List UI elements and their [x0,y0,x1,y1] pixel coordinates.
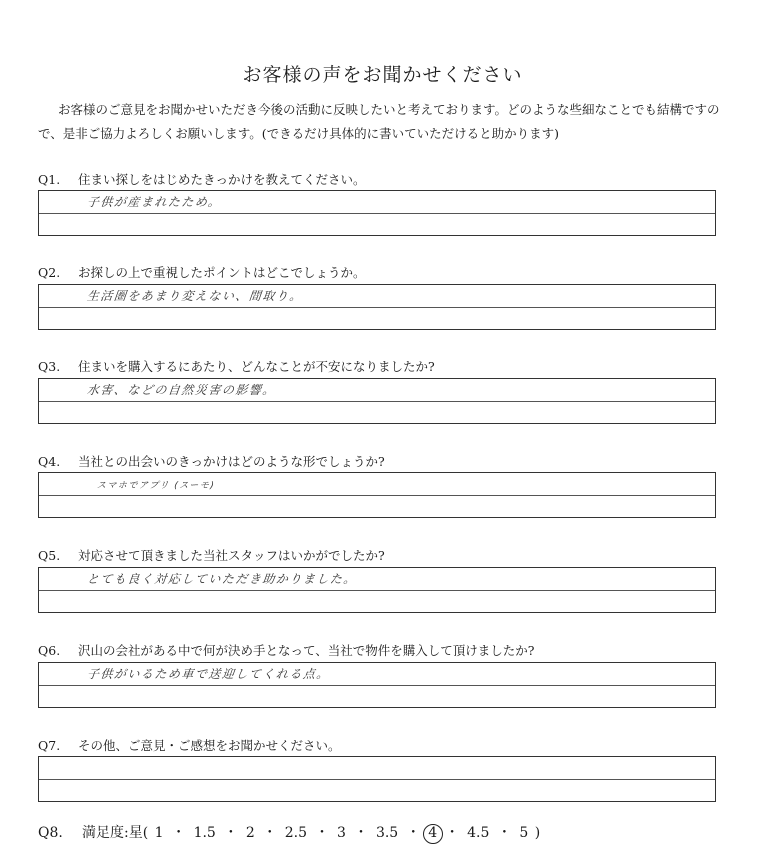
question-text: 住まい探しをはじめたきっかけを教えてください。 [78,172,366,187]
rating-option-3-5[interactable]: 3.5 [375,825,399,841]
rating-close: ) [534,825,541,841]
answer-handwritten: 生活圏をあまり変えない、間取り。 [86,289,304,303]
page-title: お客様の声をお聞かせください [242,64,523,86]
rating-option-3[interactable]: 3 [337,825,346,841]
answer-divider [39,685,715,686]
question-text: 当社との出会いのきっかけはどのような形でしょうか? [78,454,385,469]
rating-prefix: 満足度:星( [82,825,149,841]
question-3 [38,357,728,375]
rating-separator: ・ [497,825,512,841]
question-label: Q8. [38,825,63,841]
question-4 [38,452,728,470]
question-5 [38,546,728,564]
question-label: Q5. [38,548,61,563]
answer-handwritten: 子供がいるため車で送迎してくれる点。 [86,667,331,681]
question-label: Q2. [38,265,61,280]
question-label: Q6. [38,643,61,658]
answer-handwritten: 子供が産まれたため。 [86,195,223,209]
intro-text: お客様のご意見をお聞かせいただき今後の活動に反映したいと考えております。どのような些細なことでも結構ですので、是非ご協力よろしくお願いします。(できるだけ具体的に書いていただけると助かります) [38,102,720,141]
answer-box-7 [38,756,716,802]
question-text: 沢山の会社がある中で何が決め手となって、当社で物件を購入して頂けましたか? [78,643,535,658]
rating-separator: ・ [262,825,277,841]
answer-box-2 [38,284,716,330]
answer-handwritten: 水害、などの自然災害の影響。 [86,383,277,397]
answer-box-4 [38,472,716,518]
rating-option-2-5[interactable]: 2.5 [284,825,308,841]
rating-separator: ・ [315,825,330,841]
answer-divider [39,495,715,496]
rating-separator: ・ [406,825,421,841]
answer-handwritten: とても良く対応していただき助かりました。 [86,572,358,586]
answer-divider [39,307,715,308]
question-label: Q1. [38,172,61,187]
answer-divider [39,401,715,402]
answer-box-5 [38,567,716,613]
question-8-rating [38,822,738,842]
question-label: Q4. [38,454,61,469]
answer-box-1 [38,190,716,236]
answer-divider [39,779,715,780]
question-text: 対応させて頂きました当社スタッフはいかがでしたか? [78,548,385,563]
answer-divider [39,590,715,591]
rating-separator: ・ [445,825,460,841]
answer-handwritten: スマホでアプリ (スーモ) [96,481,216,491]
question-1 [38,170,728,188]
question-text: 住まいを購入するにあたり、どんなことが不安になりましたか? [78,359,435,374]
answer-divider [39,213,715,214]
question-2 [38,263,728,281]
rating-option-4[interactable]: 4 [428,825,438,841]
answer-box-3 [38,378,716,424]
question-text: お探しの上で重視したポイントはどこでしょうか。 [78,265,366,280]
rating-option-1-5[interactable]: 1.5 [193,825,216,841]
rating-option-1[interactable]: 1 [154,825,164,841]
question-6 [38,641,728,659]
rating-separator: ・ [353,825,368,841]
rating-option-5[interactable]: 5 [519,825,529,841]
answer-box-6 [38,662,716,708]
rating-option-4-5[interactable]: 4.5 [467,825,490,841]
question-7 [38,736,728,754]
rating-separator: ・ [171,825,186,841]
rating-options [153,825,531,841]
question-label: Q7. [38,738,61,753]
rating-option-2[interactable]: 2 [245,825,255,841]
rating-separator: ・ [223,825,238,841]
question-label: Q3. [38,359,61,374]
question-text: その他、ご意見・ご感想をお聞かせください。 [78,738,341,753]
